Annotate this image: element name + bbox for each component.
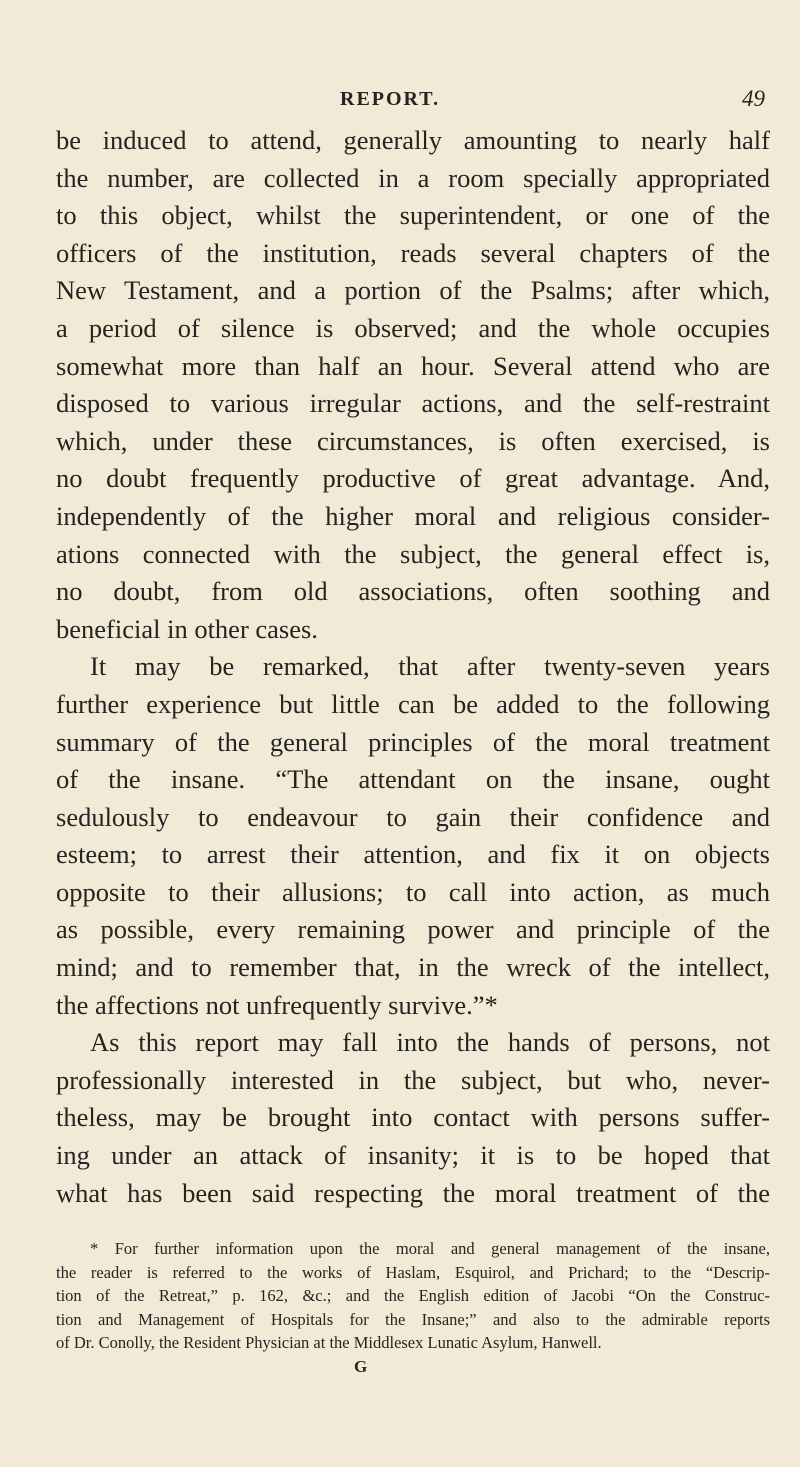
text-line: opposite to their allusions; to call into action, as much [56, 876, 770, 907]
text-line: beneficial in other cases. [56, 613, 318, 644]
text-line: As this report may fall into the hands of persons, not [90, 1027, 770, 1058]
text-line: the number, are collected in a room specially appropriated [56, 162, 770, 193]
page-number: 49 [742, 86, 765, 111]
text-line: New Testament, and a portion of the Psalms; after which, [56, 275, 770, 306]
signature-mark: G [354, 1357, 368, 1376]
text-line: as possible, every remaining power and principle of the [56, 914, 770, 945]
running-head: REPORT. [340, 88, 441, 110]
text-line: be induced to attend, generally amounting to nearly half [56, 125, 770, 155]
footnote-line: * For further information upon the moral and general management of the insane, [90, 1239, 770, 1258]
text-line: sedulously to endeavour to gain their confidence and [56, 801, 770, 832]
text-line: theless, may be brought into contact with persons suffer- [56, 1102, 770, 1133]
text-line: what has been said respecting the moral treatment of the [56, 1177, 770, 1208]
text-line: to this object, whilst the superintendent, or one of the [56, 200, 770, 231]
page-header [0, 86, 800, 120]
footnote [56, 1237, 770, 1355]
text-line: It may be remarked, that after twenty-seven years [90, 651, 770, 682]
text-line: a period of silence is observed; and the whole occupies [56, 312, 770, 343]
text-line: disposed to various irregular actions, and the self-restraint [56, 388, 770, 419]
footnote-line: tion and Management of Hospitals for the Insane;” and also to the admirable reports [56, 1309, 770, 1329]
text-line: professionally interested in the subject, but who, never- [56, 1064, 770, 1095]
text-line: somewhat more than half an hour. Several attend who are [56, 350, 770, 381]
text-line: no doubt frequently productive of great advantage. And, [56, 463, 770, 494]
text-line: the affections not unfrequently survive.”* [56, 989, 498, 1020]
text-line: ing under an attack of insanity; it is to be hoped that [56, 1140, 770, 1171]
footnote-line: tion of the Retreat,” p. 162, &c.; and the English edition of Jacobi “On the Construc- [56, 1286, 770, 1305]
text-line: summary of the general principles of the moral treatment [56, 726, 770, 757]
text-line: which, under these circumstances, is often exercised, is [56, 425, 770, 456]
text-line: no doubt, from old associations, often soothing and [56, 576, 770, 607]
footnote-line: the reader is referred to the works of Haslam, Esquirol, and Prichard; to the “Descrip- [56, 1262, 770, 1282]
text-line: officers of the institution, reads several chapters of the [56, 237, 770, 268]
body-text [56, 122, 770, 1212]
text-line: independently of the higher moral and religious consider- [56, 500, 770, 531]
text-line: esteem; to arrest their attention, and fix it on objects [56, 839, 770, 870]
text-line: of the insane. “The attendant on the insane, ought [56, 764, 770, 795]
text-line: further experience but little can be added to the following [56, 688, 770, 719]
footnote-line: of Dr. Conolly, the Resident Physician at the Middlesex Lunatic Asylum, Hanwell. [56, 1333, 602, 1352]
text-line: mind; and to remember that, in the wreck of the intellect, [56, 952, 770, 983]
text-line: ations connected with the subject, the general effect is, [56, 538, 770, 569]
